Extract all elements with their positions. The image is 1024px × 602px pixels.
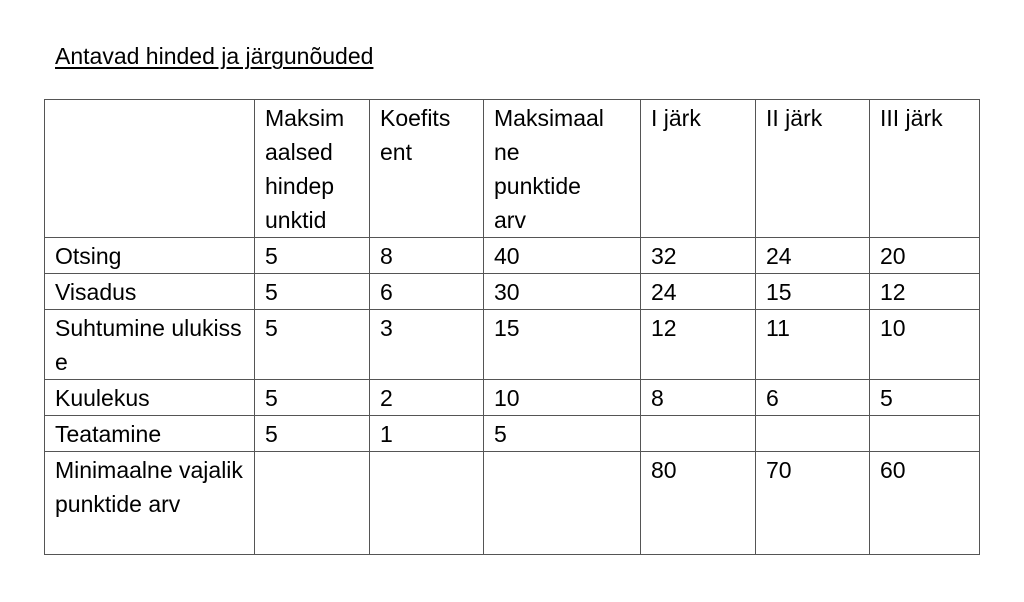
table-row (45, 274, 980, 310)
header-max-grade-points-line: hindep (265, 173, 335, 199)
table-row (45, 452, 980, 555)
table-cell: 5 (255, 380, 370, 416)
table-cell: 3 (370, 310, 484, 380)
table-row (45, 380, 980, 416)
table-cell: 15 (484, 310, 641, 380)
header-cell-rank-2: II järk (756, 100, 870, 238)
table-cell: 12 (870, 274, 980, 310)
row-label: Visadus (45, 274, 255, 310)
table-cell (870, 416, 980, 452)
header-max-points-line: arv (494, 207, 526, 233)
table-cell: 60 (870, 452, 980, 555)
table-cell: 5 (255, 238, 370, 274)
table-header-row (45, 100, 980, 238)
table-cell (641, 416, 756, 452)
row-label: Minimaalne vajalik punktide arv (45, 452, 255, 555)
header-max-points-line: ne (494, 139, 520, 165)
table-row (45, 238, 980, 274)
header-coefficient-line: Koefits (380, 105, 451, 131)
table-cell: 24 (756, 238, 870, 274)
table-cell: 8 (370, 238, 484, 274)
table-cell: 6 (756, 380, 870, 416)
table-cell: 6 (370, 274, 484, 310)
grades-table (44, 99, 980, 555)
table-cell (756, 416, 870, 452)
header-max-grade-points-line: Maksim (265, 105, 345, 131)
header-cell-max-points (484, 100, 641, 238)
table-cell (370, 452, 484, 555)
table-cell: 1 (370, 416, 484, 452)
header-max-grade-points-line: unktid (265, 207, 327, 233)
table-cell: 2 (370, 380, 484, 416)
table-cell (484, 452, 641, 555)
table-cell: 70 (756, 452, 870, 555)
table-cell: 15 (756, 274, 870, 310)
row-label: Otsing (45, 238, 255, 274)
table-cell: 24 (641, 274, 756, 310)
row-label: Suhtumine ulukisse (45, 310, 255, 380)
table-cell: 12 (641, 310, 756, 380)
table-cell (255, 452, 370, 555)
table-cell: 5 (255, 274, 370, 310)
table-cell: 5 (255, 310, 370, 380)
table-cell: 5 (484, 416, 641, 452)
row-label: Teatamine (45, 416, 255, 452)
table-cell: 20 (870, 238, 980, 274)
header-cell-rank-1: I järk (641, 100, 756, 238)
header-cell-max-grade-points (255, 100, 370, 238)
table-cell: 11 (756, 310, 870, 380)
table-cell: 30 (484, 274, 641, 310)
header-cell-coefficient (370, 100, 484, 238)
table-cell: 10 (484, 380, 641, 416)
header-cell-rank-3: III järk (870, 100, 980, 238)
table-row (45, 310, 980, 380)
header-max-points-line: Maksimaal (494, 105, 604, 131)
table-cell: 5 (870, 380, 980, 416)
header-max-points-line: punktide (494, 173, 581, 199)
header-coefficient-line: ent (380, 139, 412, 165)
table-cell: 5 (255, 416, 370, 452)
table-cell: 80 (641, 452, 756, 555)
table-cell: 8 (641, 380, 756, 416)
table-row (45, 416, 980, 452)
header-max-grade-points-line: aalsed (265, 139, 333, 165)
table-cell: 32 (641, 238, 756, 274)
table-cell: 40 (484, 238, 641, 274)
document-title: Antavad hinded ja järgunõuded (55, 43, 374, 69)
row-label: Kuulekus (45, 380, 255, 416)
header-cell-empty (45, 100, 255, 238)
table-cell: 10 (870, 310, 980, 380)
